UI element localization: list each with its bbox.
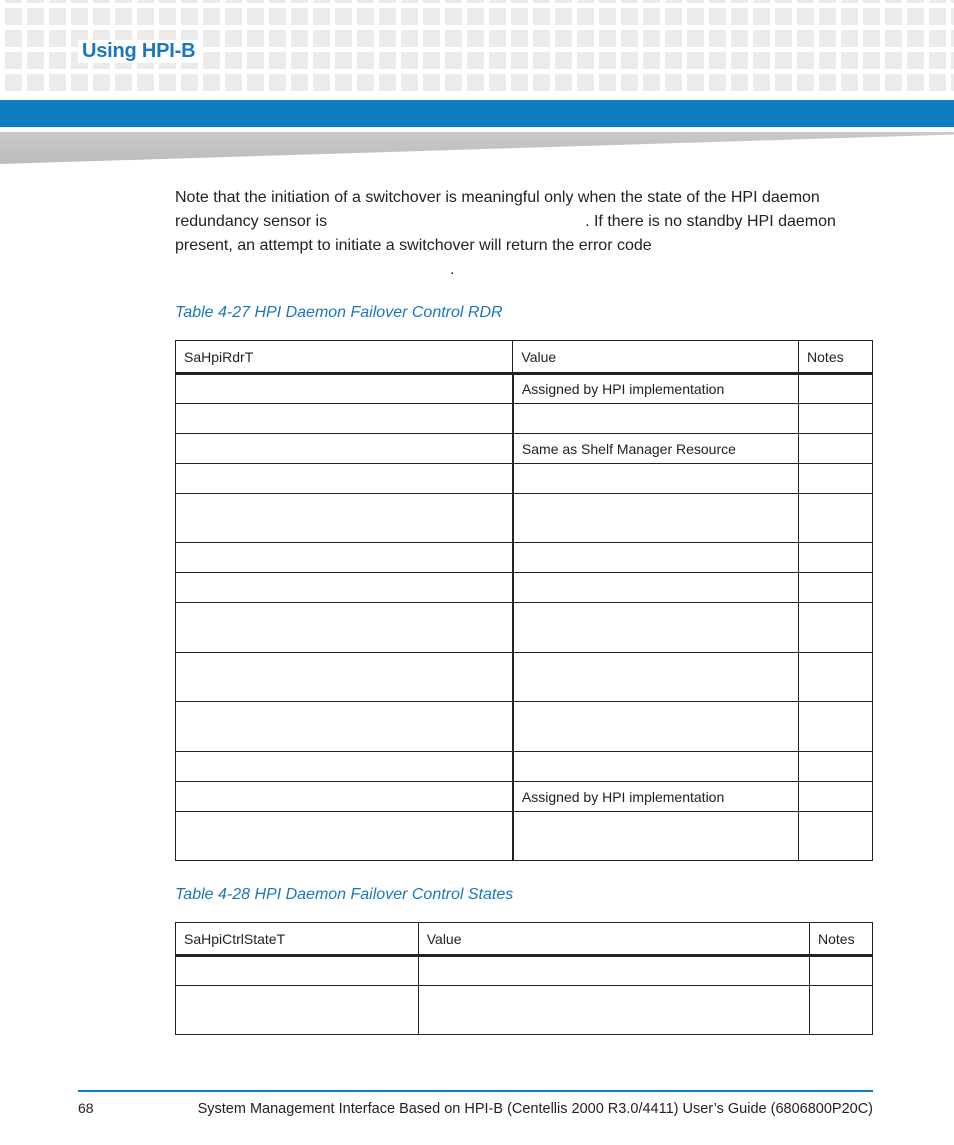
table-cell	[513, 404, 799, 434]
table-cell	[513, 494, 799, 543]
table-cell	[513, 702, 799, 752]
table-row	[176, 702, 873, 752]
section-title: Using HPI-B	[78, 40, 199, 63]
header-cell: Notes	[810, 923, 873, 956]
table-cell	[799, 374, 873, 404]
table-cell	[513, 464, 799, 494]
header-cell: SaHpiCtrlStateT	[176, 923, 419, 956]
para-line-1: Note that the initiation of a switchover is meaningful only when the state of the HPI daemon	[175, 189, 820, 206]
table-cell	[799, 434, 873, 464]
table-cell	[799, 653, 873, 702]
table-cell	[799, 603, 873, 653]
table-row	[176, 603, 873, 653]
table1-caption: Table 4-27 HPI Daemon Failover Control RDR	[175, 304, 503, 321]
table-cell: Assigned by HPI implementation	[513, 374, 799, 404]
table-cell	[513, 752, 799, 782]
table-cell	[176, 782, 513, 812]
table-cell	[513, 653, 799, 702]
table-cell	[799, 752, 873, 782]
table-cell	[176, 653, 513, 702]
footer-document-title: System Management Interface Based on HPI-B (Centellis 2000 R3.0/4411) User’s Guide (6806800P20C)	[197, 1101, 873, 1117]
para-line-2b: . If there is no standby HPI daemon	[585, 213, 836, 230]
table-cell	[799, 494, 873, 543]
table-row	[176, 374, 873, 404]
table-cell	[176, 603, 513, 653]
table-header-row	[176, 341, 873, 374]
table-cell	[799, 782, 873, 812]
table-row	[176, 653, 873, 702]
table-cell	[799, 573, 873, 603]
header-blue-band	[0, 100, 954, 127]
table-cell	[176, 464, 513, 494]
header-cell: SaHpiRdrT	[176, 341, 513, 374]
table-cell	[799, 404, 873, 434]
table-row	[176, 812, 873, 861]
rdr-table	[175, 340, 873, 861]
table-cell	[513, 573, 799, 603]
table-cell	[418, 956, 809, 986]
table-cell	[513, 603, 799, 653]
table-cell	[513, 812, 799, 861]
table-cell	[176, 434, 513, 464]
table-cell	[799, 464, 873, 494]
table-cell	[810, 956, 873, 986]
table-cell: Assigned by HPI implementation	[513, 782, 799, 812]
table-cell	[176, 404, 513, 434]
table2-caption: Table 4-28 HPI Daemon Failover Control States	[175, 886, 514, 903]
table-cell	[176, 374, 513, 404]
footer-rule	[78, 1090, 873, 1092]
header-cell: Notes	[799, 341, 873, 374]
para-line-3: present, an attempt to initiate a switchover will return the error code	[175, 237, 652, 254]
table-row	[176, 573, 873, 603]
table-row	[176, 956, 873, 986]
table-row	[176, 986, 873, 1035]
para-line-2a: redundancy sensor is	[175, 213, 328, 230]
header-cell: Value	[418, 923, 809, 956]
table-cell	[810, 986, 873, 1035]
table-cell	[176, 986, 419, 1035]
table-row	[176, 434, 873, 464]
table-cell	[176, 956, 419, 986]
table-row	[176, 404, 873, 434]
table-cell	[799, 543, 873, 573]
table-cell	[799, 702, 873, 752]
table-cell	[176, 752, 513, 782]
table-cell	[799, 812, 873, 861]
table-cell	[418, 986, 809, 1035]
header-grey-wedge	[0, 132, 954, 164]
table-row	[176, 782, 873, 812]
para-line-4: .	[450, 261, 455, 278]
table-cell	[176, 702, 513, 752]
table-header-row	[176, 923, 873, 956]
control-states-table	[175, 922, 873, 1035]
table-cell	[513, 543, 799, 573]
table-row	[176, 494, 873, 543]
table-cell	[176, 573, 513, 603]
header-cell: Value	[513, 341, 799, 374]
table-cell: Same as Shelf Manager Resource	[513, 434, 799, 464]
table-cell	[176, 494, 513, 543]
table-cell	[176, 812, 513, 861]
table-row	[176, 464, 873, 494]
table-row	[176, 752, 873, 782]
table-cell	[176, 543, 513, 573]
page-number: 68	[78, 1100, 94, 1116]
body-paragraph	[175, 186, 875, 282]
table-row	[176, 543, 873, 573]
